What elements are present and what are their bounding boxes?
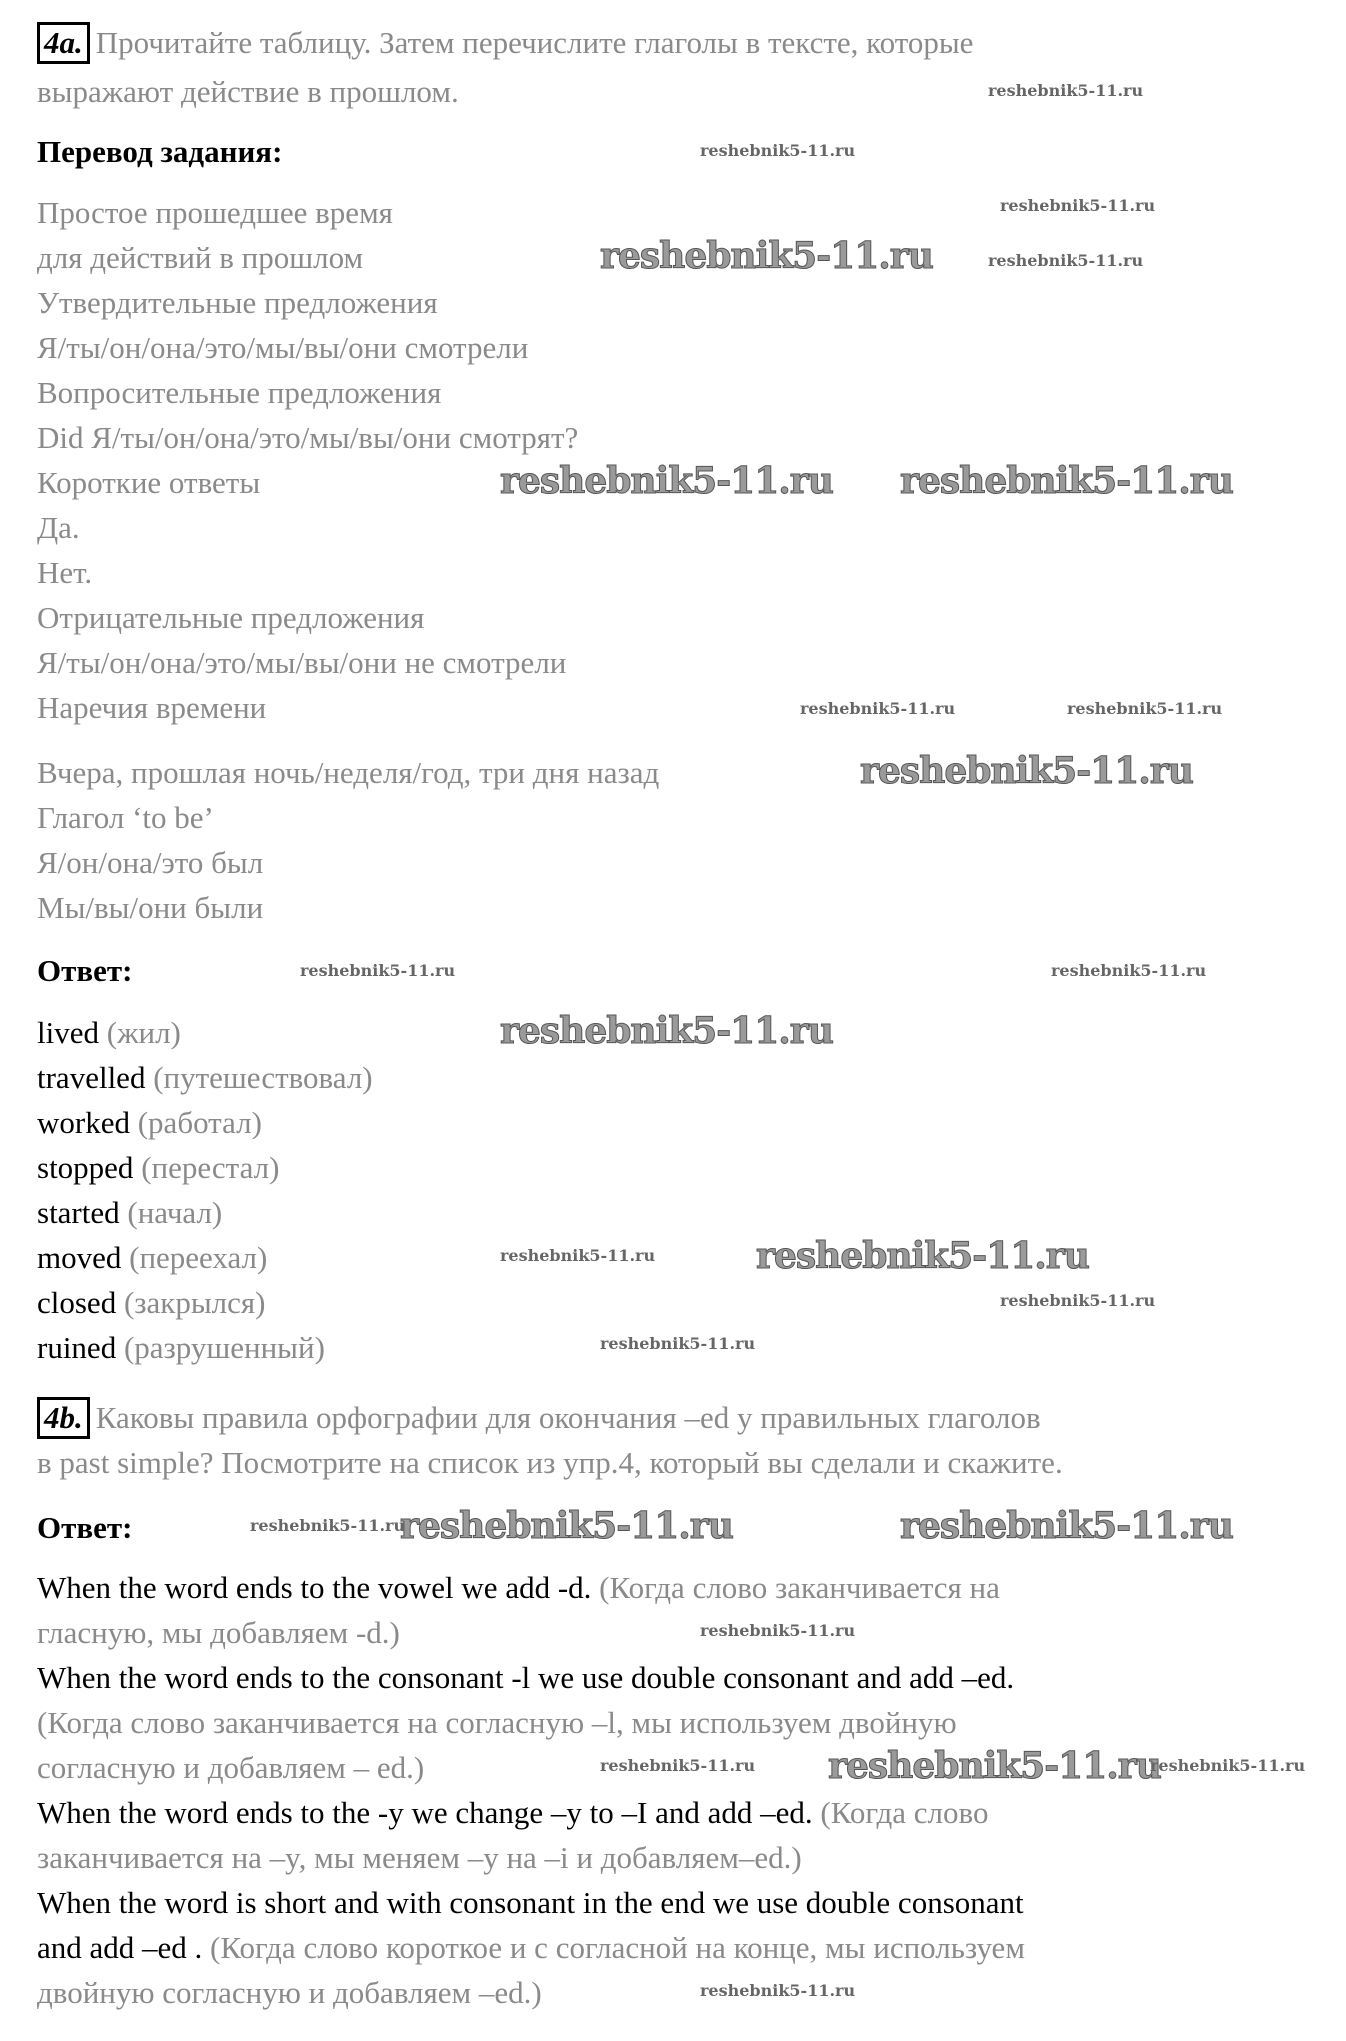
answer-heading-4b: Ответ: (37, 1510, 133, 1545)
verb-list (37, 1010, 373, 1370)
verb-word: worked (37, 1105, 130, 1140)
translation-line: Я/ты/он/она/это/мы/вы/они смотрели (37, 330, 529, 365)
rule-line (37, 1970, 1025, 2015)
watermark: reshebnik5-11.ru (500, 1010, 833, 1052)
verb-item (37, 1325, 373, 1370)
task-number-4b: 4b. (37, 1397, 90, 1439)
translation-line: Простое прошедшее время (37, 195, 393, 230)
verb-word: ruined (37, 1330, 117, 1365)
task-number-4a: 4a. (37, 22, 90, 64)
watermark: reshebnik5-11.ru (600, 1334, 756, 1353)
verb-item (37, 1145, 373, 1190)
verb-translation: (жил) (106, 1015, 181, 1050)
watermark: reshebnik5-11.ru (600, 1756, 756, 1775)
watermark: reshebnik5-11.ru (1051, 961, 1207, 980)
watermark: reshebnik5-11.ru (860, 750, 1193, 792)
verb-item (37, 1235, 373, 1280)
watermark: reshebnik5-11.ru (300, 961, 456, 980)
watermark: reshebnik5-11.ru (500, 1246, 656, 1265)
translation-line: Наречия времени (37, 690, 267, 725)
verb-item (37, 1100, 373, 1145)
verb-word: lived (37, 1015, 99, 1050)
translation-line: Вопросительные предложения (37, 375, 442, 410)
watermark: reshebnik5-11.ru (700, 1621, 856, 1640)
rule-en: When the word ends to the vowel we add -d. (37, 1570, 592, 1605)
translation-line: для действий в прошлом (37, 240, 364, 275)
verb-translation: (работал) (137, 1105, 262, 1140)
translation-line: Я/ты/он/она/это/мы/вы/они не смотрели (37, 645, 567, 680)
watermark: reshebnik5-11.ru (1000, 1291, 1156, 1310)
watermark: reshebnik5-11.ru (800, 699, 956, 718)
answer-heading-4a: Ответ: (37, 953, 133, 988)
rule-ru: (Когда слово заканчивается на согласную –l, мы используем двойную (37, 1705, 957, 1740)
watermark: reshebnik5-11.ru (400, 1505, 733, 1547)
translation-line: Мы/вы/они были (37, 890, 264, 925)
rule-line (37, 1790, 1025, 1835)
task-4b-instruction (37, 1395, 1063, 1485)
translation-block (37, 190, 578, 730)
translation-line: Отрицательные предложения (37, 600, 425, 635)
verb-word: stopped (37, 1150, 134, 1185)
task-4a-instruction (37, 18, 973, 116)
rule-line (37, 1835, 1025, 1880)
verb-item (37, 1010, 373, 1055)
verb-translation: (путешествовал) (153, 1060, 373, 1095)
watermark: reshebnik5-11.ru (1067, 699, 1223, 718)
rule-ru: заканчивается на –y, мы меняем –y на –i и добавляем–ed.) (37, 1840, 802, 1875)
rule-ru: двойную согласную и добавляем –ed.) (37, 1975, 542, 2010)
watermark: reshebnik5-11.ru (988, 251, 1144, 270)
verb-translation: (перестал) (141, 1150, 280, 1185)
rule-ru: согласную и добавляем – ed.) (37, 1750, 425, 1785)
rule-line (37, 1880, 1025, 1925)
translation-line: Да. (37, 510, 80, 545)
rule-en: When the word ends to the -y we change –y to –I and add –ed. (37, 1795, 813, 1830)
instruction-line: Прочитайте таблицу. Затем перечислите глаголы в тексте, которые (95, 25, 974, 60)
instruction-line: Каковы правила орфографии для окончания –ed у правильных глаголов (95, 1400, 1041, 1435)
verb-item (37, 1280, 373, 1325)
watermark: reshebnik5-11.ru (250, 1516, 406, 1535)
verb-word: closed (37, 1285, 117, 1320)
translation-block-2 (37, 750, 659, 930)
verb-word: moved (37, 1240, 122, 1275)
rule-line (37, 1700, 1025, 1745)
rule-line (37, 1925, 1025, 1970)
translation-line: Нет. (37, 555, 93, 590)
verb-item (37, 1055, 373, 1100)
translation-line: Глагол ‘to be’ (37, 800, 214, 835)
rule-line (37, 1655, 1025, 1700)
verb-item (37, 1190, 373, 1235)
verb-word: started (37, 1195, 120, 1230)
watermark: reshebnik5-11.ru (700, 141, 856, 160)
verb-translation: (разрушенный) (123, 1330, 325, 1365)
verb-word: travelled (37, 1060, 146, 1095)
watermark: reshebnik5-11.ru (756, 1235, 1089, 1277)
watermark: reshebnik5-11.ru (700, 1981, 856, 2000)
verb-translation: (переехал) (129, 1240, 268, 1275)
translation-line: Я/он/она/это был (37, 845, 264, 880)
watermark: reshebnik5-11.ru (828, 1745, 1161, 1787)
watermark: reshebnik5-11.ru (500, 460, 833, 502)
verb-translation: (закрылся) (123, 1285, 266, 1320)
translation-line: Короткие ответы (37, 465, 261, 500)
translation-line: Did Я/ты/он/она/это/мы/вы/они смотрят? (37, 420, 579, 455)
rule-line (37, 1610, 1025, 1655)
rule-en: When the word is short and with consonant in the end we use double consonant (37, 1885, 1024, 1920)
watermark: reshebnik5-11.ru (600, 235, 933, 277)
translation-line: Вчера, прошлая ночь/неделя/год, три дня назад (37, 755, 660, 790)
watermark: reshebnik5-11.ru (1000, 196, 1156, 215)
rule-en: and add –ed . (37, 1930, 203, 1965)
watermark: reshebnik5-11.ru (900, 1505, 1233, 1547)
rule-ru: (Когда слово короткое и с согласной на конце, мы используем (202, 1930, 1025, 1965)
watermark: reshebnik5-11.ru (1150, 1756, 1306, 1775)
rule-ru: (Когда слово (812, 1795, 989, 1830)
rules-list (37, 1565, 1025, 2015)
rule-en: When the word ends to the consonant -l we use double consonant and add –ed. (37, 1660, 1015, 1695)
watermark: reshebnik5-11.ru (988, 81, 1144, 100)
translation-heading: Перевод задания: (37, 134, 283, 169)
rule-ru: (Когда слово заканчивается на (591, 1570, 1000, 1605)
rule-ru: гласную, мы добавляем -d.) (37, 1615, 400, 1650)
watermark: reshebnik5-11.ru (900, 460, 1233, 502)
translation-line: Утвердительные предложения (37, 285, 438, 320)
rule-line (37, 1565, 1025, 1610)
verb-translation: (начал) (127, 1195, 223, 1230)
instruction-line: в past simple? Посмотрите на список из упр.4, который вы сделали и скажите. (37, 1445, 1063, 1480)
instruction-line: выражают действие в прошлом. (37, 74, 459, 109)
